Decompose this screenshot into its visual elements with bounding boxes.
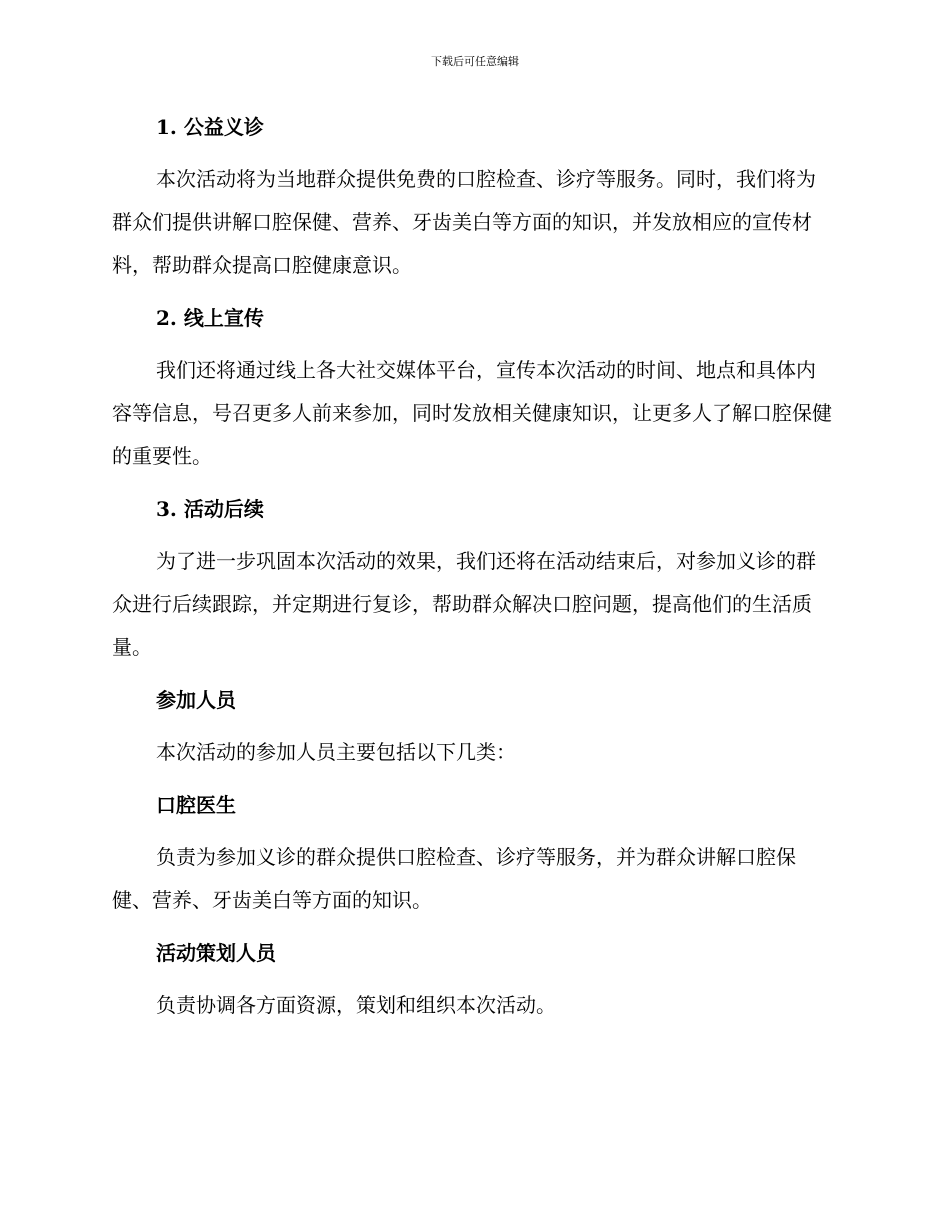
section-heading-follow-up: 3. 活动后续 [156,497,264,521]
section-heading-online-promotion: 2. 线上宣传 [156,306,264,330]
section-paragraph-follow-up: 为了进一步巩固本次活动的效果，我们还将在活动结束后，对参加义诊的群众进行后续跟踪，并定期进行复诊，帮助群众解决口腔问题，提高他们的生活质量。 [112,549,816,659]
section-heading-planners: 活动策划人员 [156,941,276,965]
section-paragraph-dentists: 负责为参加义诊的群众提供口腔检查、诊疗等服务，并为群众讲解口腔保健、营养、牙齿美白等方面的知识。 [112,845,796,912]
section-paragraph-participants: 本次活动的参加人员主要包括以下几类： [156,740,516,764]
section-heading-dentists: 口腔医生 [156,793,236,817]
page-header-note: 下载后可任意编辑 [431,55,519,68]
document-body [112,108,832,1039]
section-heading-public-clinic: 1. 公益义诊 [156,115,264,139]
section-heading-participants: 参加人员 [156,688,236,712]
section-paragraph-planners: 负责协调各方面资源，策划和组织本次活动。 [156,993,556,1017]
section-paragraph-online-promotion: 我们还将通过线上各大社交媒体平台，宣传本次活动的时间、地点和具体内容等信息，号召更多人前来参加，同时发放相关健康知识，让更多人了解口腔保健的重要性。 [112,358,832,468]
section-paragraph-public-clinic: 本次活动将为当地群众提供免费的口腔检查、诊疗等服务。同时，我们将为群众们提供讲解口腔保健、营养、牙齿美白等方面的知识，并发放相应的宣传材料，帮助群众提高口腔健康意识。 [112,167,816,277]
